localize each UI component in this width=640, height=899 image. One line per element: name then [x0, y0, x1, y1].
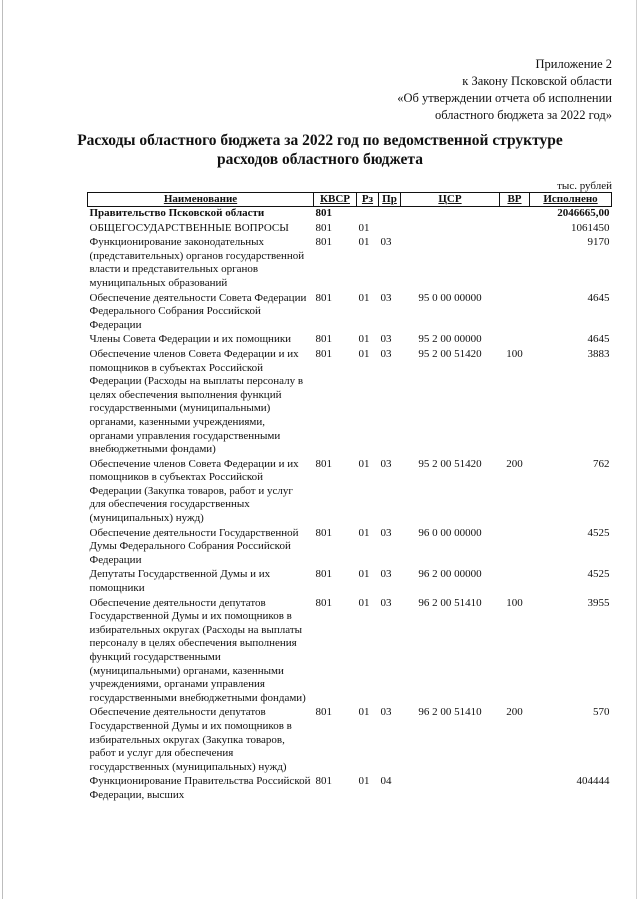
cell-kvsr: 801: [315, 706, 332, 719]
header-csr: ЦСР: [401, 193, 500, 207]
table-row: [88, 706, 612, 775]
budget-table: [87, 192, 612, 804]
cell-vr: [500, 333, 530, 348]
page-edge-left: [2, 0, 3, 899]
cell-name: Обеспечение членов Совета Федерации и их помощников в субъектах Российской Федерации (Расходы на выплаты персоналу в целях обеспечения выполнения функций государственными (муниципальными) органами, казенными учреждениями, органами управления государственными внебюджетными фондами): [89, 347, 304, 456]
cell-pr: 03: [380, 596, 392, 609]
cell-kvsr: 801: [315, 236, 332, 249]
cell-rz: 01: [358, 333, 370, 346]
cell-name: Функционирование законодательных (представительных) органов государственной власти и представительных органов муниципальных образований: [89, 236, 305, 289]
appendix-line-1: Приложение 2: [535, 57, 612, 71]
cell-kvsr: 801: [315, 207, 332, 219]
cell-rz: 01: [358, 221, 370, 234]
cell-name: Обеспечение деятельности депутатов Государственной Думы и их помощников в избирательных округах (Расходы на выплаты персоналу в целях обеспечения выполнения функций государственными (муниципальными) органами, казенными учреждениями, органами управления государственными внебюджетными фондами): [89, 596, 306, 704]
cell-name: Обеспечение деятельности Совета Федерации Федерального Собрания Российской Федерации: [89, 291, 307, 331]
cell-name: Обеспечение деятельности депутатов Государственной Думы и их помощников в избирательных округах (Закупка товаров, работ и услуг для обеспечения государственных (муниципальных) нужд): [89, 706, 292, 773]
cell-rz: 01: [358, 568, 370, 581]
cell-name: Обеспечение деятельности Государственной Думы Федерального Собрания Российской Федерации: [89, 526, 299, 566]
cell-rz: 01: [358, 596, 370, 609]
cell-rz: 01: [358, 706, 370, 719]
table-row: [88, 292, 612, 334]
title-line-1: Расходы областного бюджета за 2022 год по ведомственной структуре: [77, 132, 563, 149]
cell-pr: [379, 207, 401, 222]
header-executed: Исполнено: [530, 193, 612, 207]
cell-pr: 03: [380, 706, 392, 719]
cell-vr: [500, 292, 530, 334]
cell-rz: 01: [358, 236, 370, 249]
cell-csr: [401, 207, 500, 222]
cell-kvsr: 801: [315, 526, 332, 539]
cell-kvsr: 801: [315, 568, 332, 581]
cell-pr: 03: [380, 568, 392, 581]
table-header-row: [88, 193, 612, 207]
table-row: [88, 222, 612, 237]
appendix-note: [282, 56, 612, 124]
cell-csr: [401, 222, 500, 237]
cell-executed: 3955: [587, 596, 610, 609]
cell-executed: 762: [593, 457, 610, 470]
cell-rz: [357, 207, 379, 222]
cell-kvsr: 801: [315, 291, 332, 304]
cell-executed: 4645: [587, 333, 610, 346]
cell-kvsr: 801: [315, 457, 332, 470]
cell-vr: 100: [506, 347, 523, 360]
cell-csr: [401, 775, 500, 803]
cell-vr: [500, 207, 530, 222]
cell-executed: 404444: [576, 775, 610, 788]
cell-name: Депутаты Государственной Думы и их помощники: [89, 568, 271, 595]
cell-kvsr: 801: [315, 221, 332, 234]
table-row: [88, 333, 612, 348]
header-vr: ВР: [500, 193, 530, 207]
header-name: Наименование: [88, 193, 314, 207]
cell-csr: 95 0 00 00000: [418, 291, 482, 304]
cell-kvsr: 801: [315, 775, 332, 788]
cell-vr: [500, 568, 530, 596]
cell-pr: 03: [380, 526, 392, 539]
cell-executed: 9170: [587, 236, 610, 249]
cell-rz: 01: [358, 526, 370, 539]
table-row: [88, 207, 612, 222]
cell-pr: 03: [380, 236, 392, 249]
cell-csr: 95 2 00 00000: [418, 333, 482, 346]
cell-csr: 96 2 00 00000: [418, 568, 482, 581]
cell-pr: 03: [380, 347, 392, 360]
cell-kvsr: 801: [315, 333, 332, 346]
cell-executed: 4525: [587, 526, 610, 539]
cell-vr: 100: [506, 596, 523, 609]
cell-kvsr: 801: [315, 596, 332, 609]
cell-csr: 96 2 00 51410: [418, 596, 482, 609]
cell-kvsr: 801: [315, 347, 332, 360]
cell-pr: [379, 222, 401, 237]
table-row: [88, 236, 612, 291]
document-title: [60, 131, 580, 169]
cell-executed: 2046665,00: [557, 207, 610, 219]
cell-csr: 95 2 00 51420: [418, 457, 482, 470]
table-row: [88, 348, 612, 458]
cell-vr: 200: [506, 457, 523, 470]
cell-rz: 01: [358, 347, 370, 360]
table-row: [88, 775, 612, 803]
header-pr: Пр: [379, 193, 401, 207]
appendix-line-4: областного бюджета за 2022 год»: [434, 108, 612, 122]
cell-name: Обеспечение членов Совета Федерации и их помощников в субъектах Российской Федерации (Закупка товаров, работ и услуг для обеспечения государственных (муниципальных) нужд): [89, 457, 299, 525]
cell-executed: 1061450: [571, 221, 610, 234]
cell-vr: [500, 775, 530, 803]
cell-rz: 01: [358, 775, 370, 788]
page-edge-right: [636, 0, 637, 899]
cell-name: Правительство Псковской области: [89, 207, 265, 219]
cell-vr: [500, 222, 530, 237]
cell-csr: 96 2 00 51410: [418, 706, 482, 719]
table-row: [88, 458, 612, 527]
cell-name: Функционирование Правительства Российской Федерации, высших: [89, 775, 311, 801]
cell-name: Члены Совета Федерации и их помощники: [89, 333, 292, 346]
title-line-2: расходов областного бюджета: [217, 151, 423, 168]
cell-executed: 3883: [587, 347, 610, 360]
cell-pr: 03: [380, 457, 392, 470]
appendix-line-3: «Об утверждении отчета об исполнении: [397, 91, 612, 105]
cell-pr: 03: [380, 333, 392, 346]
cell-rz: 01: [358, 291, 370, 304]
cell-pr: 04: [380, 775, 392, 788]
appendix-line-2: к Закону Псковской области: [462, 74, 612, 88]
cell-csr: 95 2 00 51420: [418, 347, 482, 360]
table-row: [88, 568, 612, 596]
header-rz: Рз: [357, 193, 379, 207]
cell-rz: 01: [358, 457, 370, 470]
cell-pr: 03: [380, 291, 392, 304]
cell-executed: 570: [593, 706, 610, 719]
units-label: тыс. рублей: [557, 180, 612, 192]
cell-vr: [500, 236, 530, 291]
cell-csr: [401, 236, 500, 291]
table-row: [88, 527, 612, 569]
cell-executed: 4525: [587, 568, 610, 581]
cell-vr: 200: [506, 706, 523, 719]
cell-vr: [500, 527, 530, 569]
header-kvsr: КВСР: [314, 193, 357, 207]
table-row: [88, 597, 612, 707]
cell-name: ОБЩЕГОСУДАРСТВЕННЫЕ ВОПРОСЫ: [89, 221, 289, 234]
cell-csr: 96 0 00 00000: [418, 526, 482, 539]
table-body: [88, 207, 612, 804]
cell-executed: 4645: [587, 291, 610, 304]
